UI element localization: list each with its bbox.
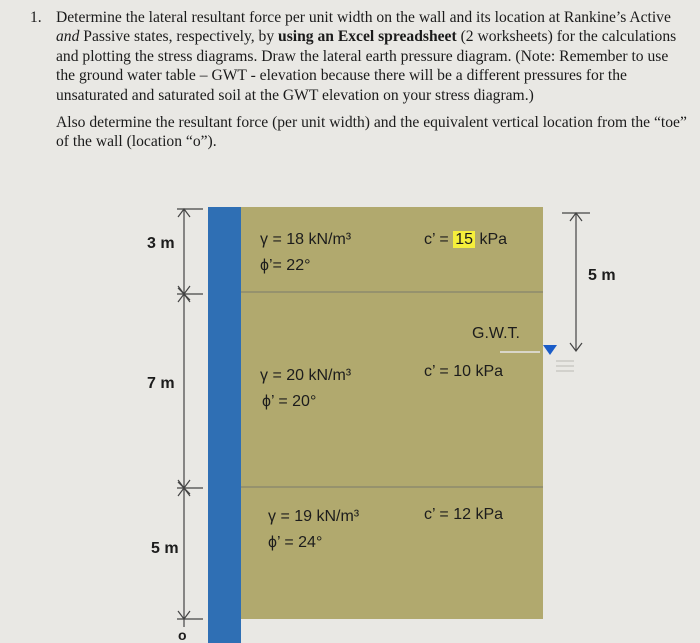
layer-1-phi: ϕ’= 22° [260, 257, 311, 274]
left-dimension [177, 209, 203, 627]
problem-paragraph-2: Also determine the resultant force (per unit width) and the equivalent vertical location from the “toe” of the wall (location “o”). [56, 114, 687, 151]
gwt-hatch-icon [556, 360, 574, 375]
gwt-dimension [562, 213, 590, 351]
toe-label: o [178, 627, 187, 643]
gwt-line [500, 351, 540, 353]
p1-text-c: (2 worksheets) for the calculations and plotting the stress diagrams. Draw the lateral earth pressure diagram. (Note: Remember to use the ground water table – GWT - elevation because there will be a different pressures for the unsaturated and saturated soil at the GWT elevation on your stress diagram.) [56, 28, 677, 104]
layer-2-gamma: γ = 20 kN/m³ [260, 367, 352, 384]
p1-text-a: Determine the lateral resultant force per unit width on the wall and its location at Rankine’s Active [56, 9, 671, 26]
p1-and: and [56, 28, 80, 46]
layer-3-gamma: γ = 19 kN/m³ [268, 508, 360, 525]
problem-statement [0, 8, 690, 152]
gwt-label: G.W.T. [472, 325, 520, 342]
problem-paragraph-1 [0, 8, 690, 105]
layer-2-cohesion: c’ = 10 kPa [424, 363, 504, 380]
layer-3-phi: ϕ’ = 24° [268, 534, 323, 551]
problem-number: 1. [30, 9, 42, 26]
layer-1-cohesion: c’ = 15 kPa [424, 231, 508, 248]
gwt-depth-label: 5 m [588, 267, 616, 284]
p1-text-b: Passive states, respectively, by [79, 28, 279, 46]
layer-3-cohesion: c’ = 12 kPa [424, 506, 504, 523]
layer-2-thickness: 7 m [147, 375, 175, 392]
cohesion-highlight: 15 [455, 231, 473, 248]
p1-bold-excel: using an Excel spreadsheet [278, 28, 457, 46]
layer-3-thickness: 5 m [151, 540, 179, 557]
layer-1-gamma: γ = 18 kN/m³ [260, 231, 352, 248]
gwt-triangle-icon [543, 345, 557, 355]
soil-profile-figure [0, 195, 700, 643]
dimension-lines [0, 195, 700, 643]
layer-1-thickness: 3 m [147, 235, 175, 252]
layer-2-phi: ϕ’ = 20° [262, 393, 317, 410]
